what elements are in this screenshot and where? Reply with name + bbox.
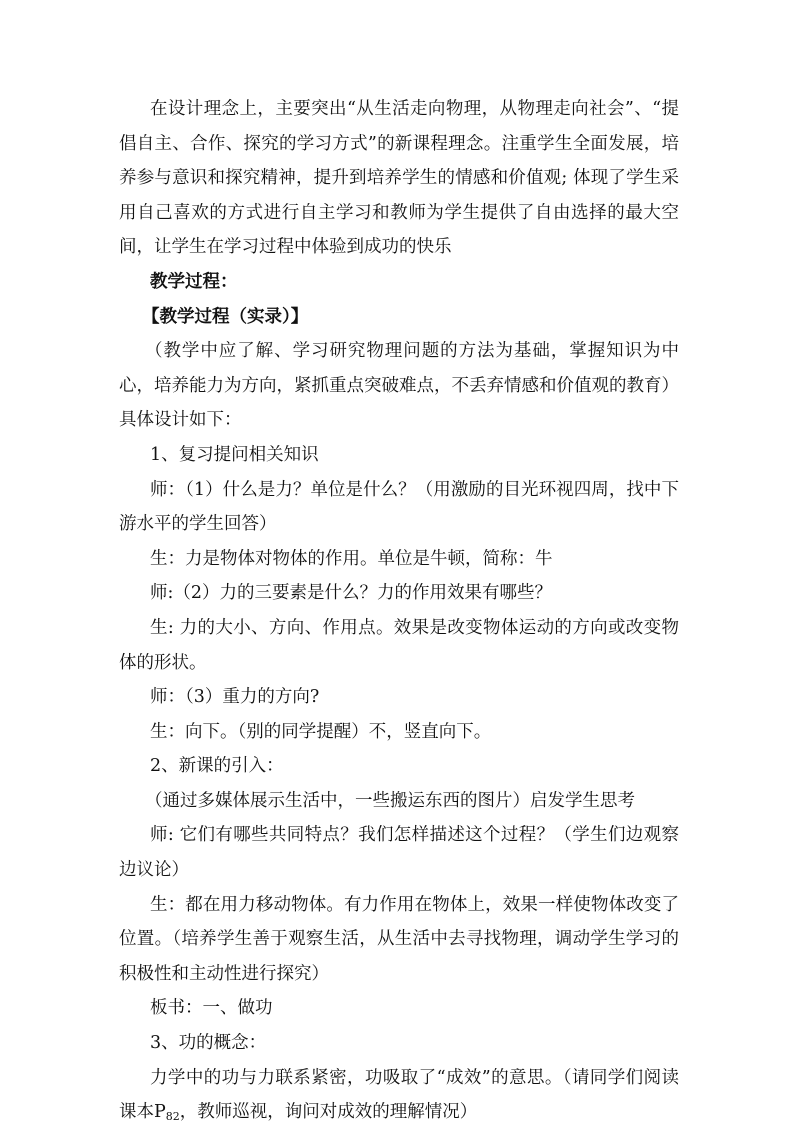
teacher-question-2: 师:（2）力的三要素是什么？力的作用效果有哪些？ bbox=[150, 583, 553, 604]
page-number-subscript: 82 bbox=[165, 1110, 180, 1124]
multimedia-note: （通过多媒体展示生活中，一些搬运东西的图片）启发学生思考 bbox=[145, 790, 635, 811]
blackboard-note: 板书：一、做功 bbox=[150, 998, 273, 1019]
work-concept-text-start: 力学中的功与力联系紧密，功吸取了“成效”的意思。（请同学们阅读课本P bbox=[119, 1067, 679, 1123]
section-new-lesson-heading: 2、新课的引入： bbox=[150, 756, 284, 777]
teaching-process-record-heading: 【教学过程（实录）】 bbox=[142, 306, 309, 327]
work-concept-text-end: ，教师巡视，询问对成效的理解情况） bbox=[179, 1102, 478, 1123]
student-answer-3: 生：向下。（别的同学提醒）不，竖直向下。 bbox=[150, 721, 492, 742]
work-concept-paragraph bbox=[119, 1061, 679, 1130]
section-work-concept-heading: 3、功的概念： bbox=[150, 1033, 267, 1054]
teacher-question-3: 师：（3）重力的方向? bbox=[150, 687, 320, 708]
teacher-question-1: 师：（1）什么是力？单位是什么？（用激励的目光环视四周，找中下游水平的学生回答） bbox=[119, 479, 679, 535]
design-note-paragraph: （教学中应了解、学习研究物理问题的方法为基础，掌握知识为中心，培养能力为方向，紧抓重点突破难点，不丢弃情感和价值观的教育）具体设计如下： bbox=[119, 341, 679, 431]
document-page bbox=[119, 92, 679, 1130]
section-review-heading: 1、复习提问相关知识 bbox=[150, 444, 319, 465]
teacher-question-4: 师: 它们有哪些共同特点？我们怎样描述这个过程？（学生们边观察边议论） bbox=[119, 825, 679, 881]
student-answer-4: 生：都在用力移动物体。有力作用在物体上，效果一样使物体改变了位置。（培养学生善于观察生活，从生活中去寻找物理，调动学生学习的积极性和主动性进行探究） bbox=[119, 894, 679, 984]
design-concept-paragraph: 在设计理念上，主要突出“从生活走向物理，从物理走向社会”、“提倡自主、合作、探究的学习方式”的新课程理念。注重学生全面发展，培养参与意识和探究精神，提升到培养学生的情感和价值观; 体现了学生采用自己喜欢的方式进行自主学习和教师为学生提供了自由选择的最大空间，让学生在学习过程中体验到成功的快乐 bbox=[119, 99, 679, 258]
student-answer-2: 生: 力的大小、方向、作用点。效果是改变物体运动的方向或改变物体的形状。 bbox=[119, 617, 679, 673]
student-answer-1: 生：力是物体对物体的作用。单位是牛顿，简称：牛 bbox=[150, 548, 553, 569]
teaching-process-heading: 教学过程： bbox=[150, 271, 238, 292]
